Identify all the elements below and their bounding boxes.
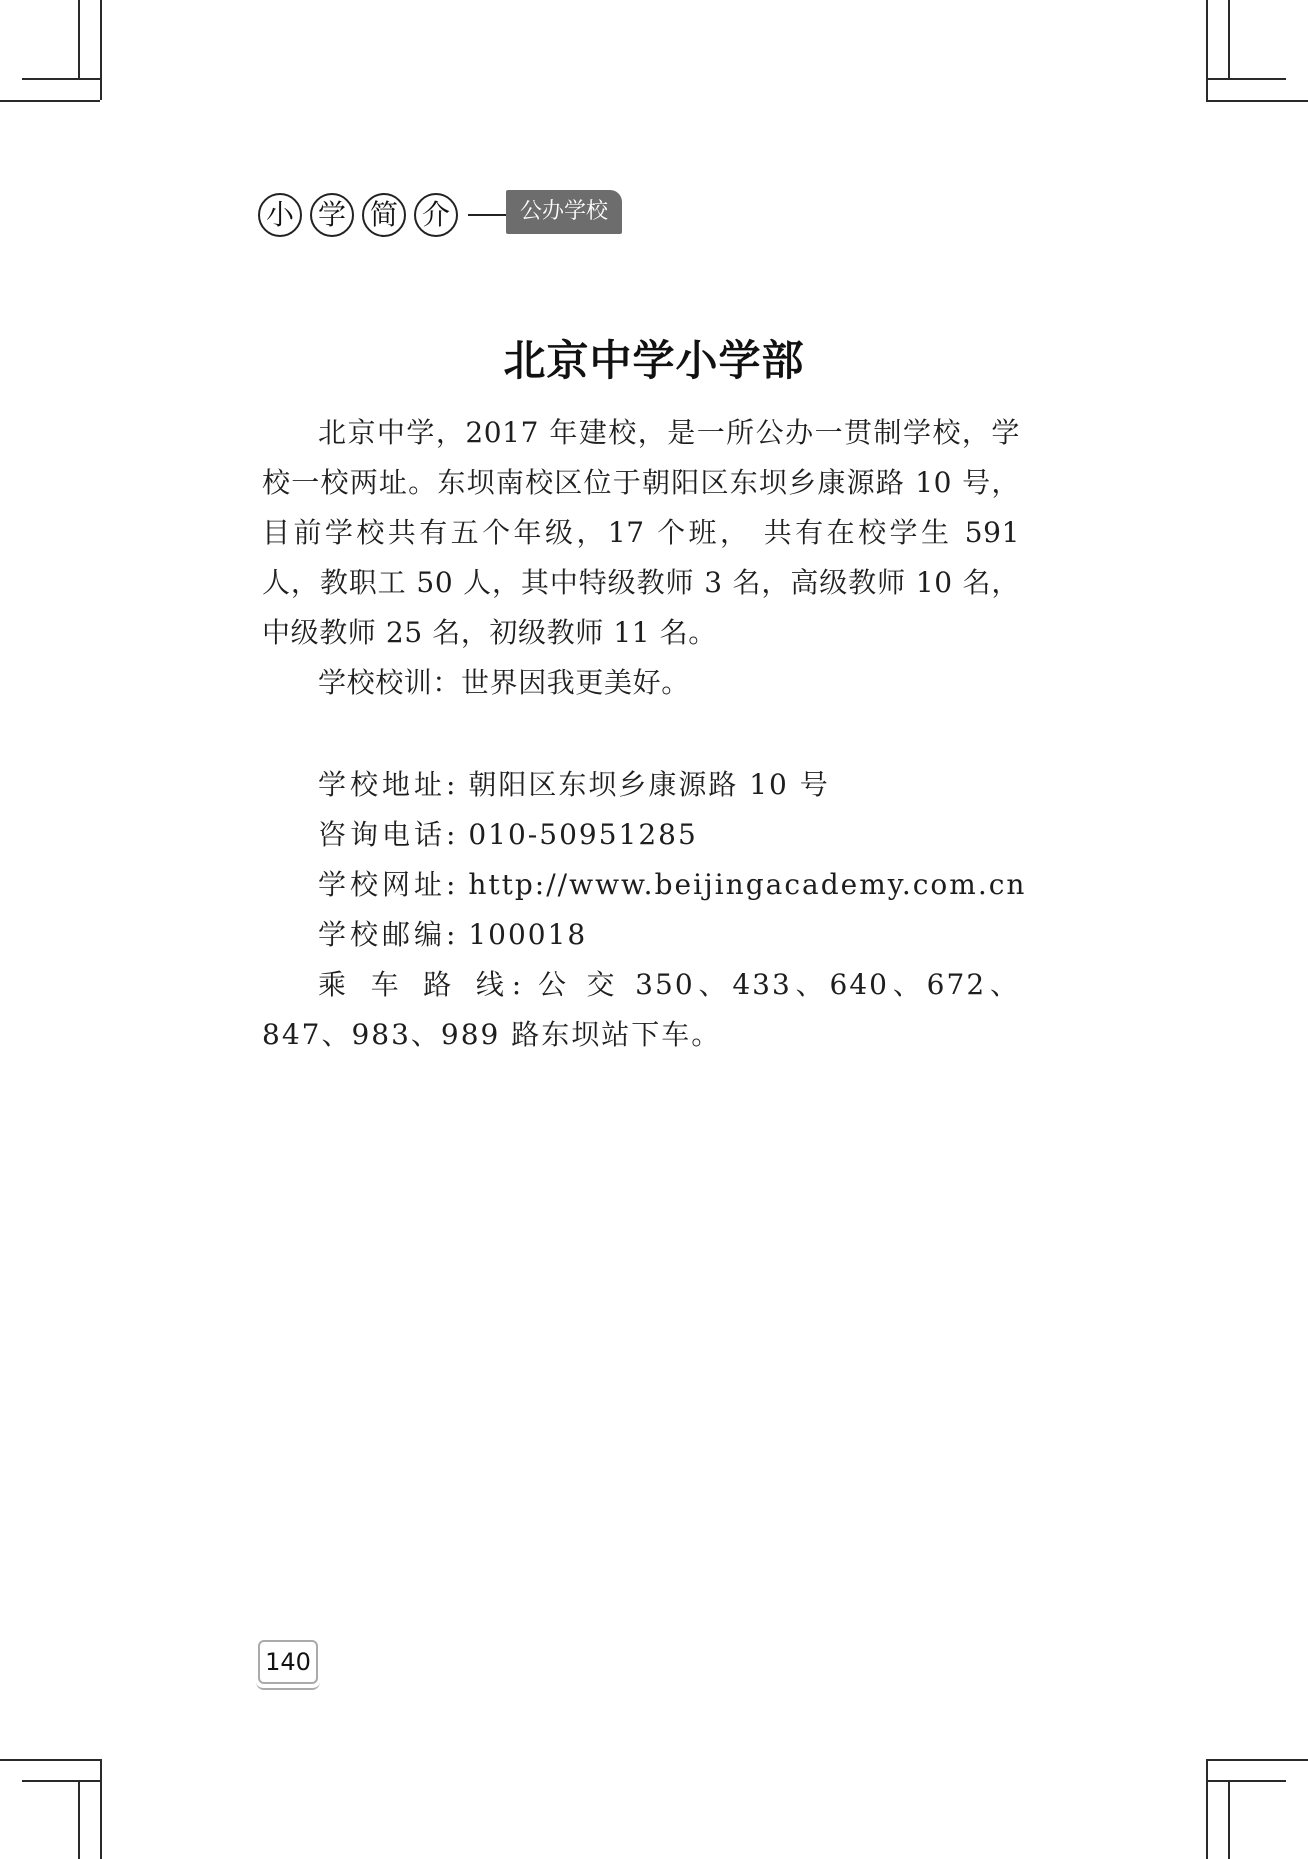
crop-mark xyxy=(0,100,100,102)
crop-mark xyxy=(100,1759,102,1859)
crop-mark xyxy=(22,78,102,80)
category-tag: 公办学校 xyxy=(506,190,622,234)
motto-paragraph: 学校校训：世界因我更美好。 xyxy=(318,666,690,699)
phone-value: 010-50951285 xyxy=(468,818,698,851)
address-value: 朝阳区东坝乡康源路 10 号 xyxy=(468,768,830,801)
website-label: 学校网址: xyxy=(318,868,460,901)
header-char: 简 xyxy=(362,193,406,237)
crop-mark xyxy=(1206,1759,1308,1761)
crop-mark xyxy=(1206,0,1208,100)
bus-label: 乘 车 路 线: xyxy=(318,968,526,1001)
bus-value: 公 交 350、433、640、672、847、983、989 路东坝站下车。 xyxy=(262,968,1020,1051)
contact-info xyxy=(262,760,1027,1060)
crop-mark xyxy=(0,1759,100,1761)
crop-mark xyxy=(1228,1780,1230,1859)
header-char: 学 xyxy=(310,193,354,237)
crop-mark xyxy=(1206,1759,1208,1859)
postcode-row xyxy=(262,910,1020,960)
address-row xyxy=(262,760,1020,810)
header-char: 介 xyxy=(414,193,458,237)
crop-mark xyxy=(78,0,80,80)
crop-mark xyxy=(1206,100,1308,102)
postcode-value: 100018 xyxy=(468,918,588,951)
crop-mark xyxy=(1206,78,1286,80)
bus-row xyxy=(262,960,1020,1060)
page-title: 北京中学小学部 xyxy=(503,336,805,385)
phone-row xyxy=(262,810,1020,860)
crop-mark xyxy=(100,0,102,100)
website-value: http://www.beijingacademy.com.cn xyxy=(468,868,1027,901)
section-header xyxy=(258,190,638,244)
address-label: 学校地址: xyxy=(318,768,460,801)
intro-paragraph: 北京中学，2017 年建校，是一所公办一贯制学校，学校一校两址。东坝南校区位于朝阳区东坝乡康源路 10 号，目前学校共有五个年级，17 个班， 共有在校学生 591 人，教职工 50 人，其中特级教师 3 名，高级教师 10 名，中级教师 25 名，初级教师 11 名。 xyxy=(262,416,1020,649)
header-char: 小 xyxy=(258,193,302,237)
crop-mark xyxy=(22,1780,102,1782)
school-description xyxy=(262,408,1020,708)
phone-label: 咨询电话: xyxy=(318,818,460,851)
postcode-label: 学校邮编: xyxy=(318,918,460,951)
crop-mark xyxy=(78,1780,80,1859)
crop-mark xyxy=(1206,1780,1286,1782)
page-number: 140 xyxy=(258,1640,318,1684)
website-row xyxy=(262,860,1027,910)
crop-mark xyxy=(1228,0,1230,80)
